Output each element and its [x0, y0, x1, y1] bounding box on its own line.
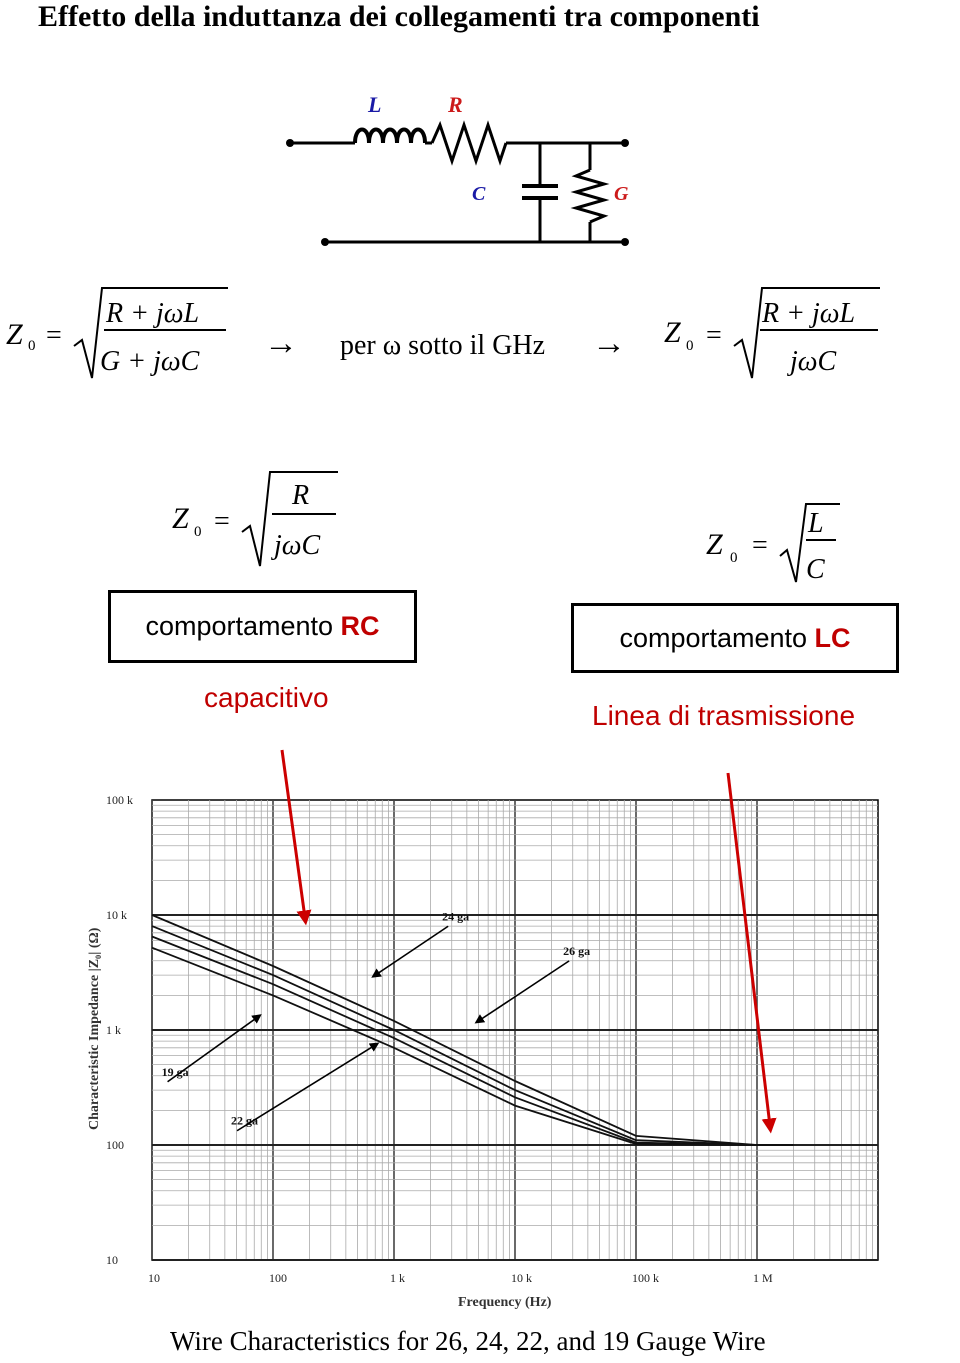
y-axis-label: Characteristic Impedance |Z₀| (Ω)	[87, 927, 102, 1130]
series-annotation: 24 ga	[442, 909, 470, 924]
svg-text:=: =	[752, 530, 768, 561]
box-rc-prefix: comportamento	[145, 611, 334, 641]
svg-text:=: =	[46, 320, 62, 351]
y-tick-label: 1 k	[106, 1023, 121, 1037]
x-axis-label: Frequency (Hz)	[458, 1295, 552, 1310]
x-tick-label: 10 k	[511, 1271, 532, 1285]
label-capacitivo: capacitivo	[204, 682, 329, 713]
y-tick-label: 10	[106, 1253, 118, 1267]
svg-text:L: L	[808, 508, 824, 539]
box-lc-emph: LC	[814, 622, 851, 653]
x-tick-label: 10	[148, 1271, 160, 1285]
x-tick-label: 100	[269, 1271, 287, 1285]
annotation-arrow	[237, 1045, 375, 1131]
box-rc-emph: RC	[340, 611, 380, 641]
y-tick-label: 10 k	[106, 908, 127, 922]
page-title: Effetto della induttanza dei collegamenti tra componenti	[38, 0, 760, 33]
series-annotation: 19 ga	[161, 1064, 189, 1079]
svg-text:R + jωL: R + jωL	[106, 298, 200, 329]
svg-text:jωC: jωC	[274, 530, 321, 561]
annotation-arrow	[375, 926, 448, 975]
arrow-right-icon: →	[592, 325, 626, 362]
svg-text:0: 0	[686, 338, 694, 354]
svg-text:Z: Z	[6, 318, 23, 351]
label-r: R	[448, 92, 463, 117]
chart-grid	[152, 800, 878, 1260]
svg-text:Z: Z	[664, 316, 681, 349]
svg-text:=: =	[214, 506, 230, 537]
arrow-right-icon: →	[264, 325, 298, 362]
y-tick-label: 100	[106, 1138, 124, 1152]
x-tick-label: 100 k	[632, 1271, 659, 1285]
svg-text:R: R	[292, 480, 310, 511]
chart-series	[152, 909, 793, 1145]
svg-text:=: =	[706, 320, 722, 351]
svg-text:0: 0	[194, 524, 202, 540]
series-annotation: 22 ga	[231, 1113, 259, 1128]
label-g: G	[614, 183, 629, 205]
condition-text: per ω sotto il GHz	[340, 330, 546, 361]
red-arrow-rc	[282, 750, 305, 918]
label-l: L	[368, 92, 382, 117]
svg-text:jωC: jωC	[790, 346, 837, 377]
label-trasmissione: Linea di trasmissione	[592, 700, 856, 731]
svg-text:Z: Z	[172, 502, 189, 535]
svg-text:Z: Z	[706, 528, 723, 561]
x-tick-label: 1 M	[753, 1271, 773, 1285]
chart-caption: Wire Characteristics for 26, 24, 22, and 19 Gauge Wire	[170, 1326, 766, 1356]
series-annotation: 26 ga	[563, 943, 591, 958]
chart-ticks	[106, 793, 773, 1285]
svg-text:0: 0	[28, 338, 36, 354]
svg-text:G + jωC: G + jωC	[100, 346, 200, 377]
box-lc-prefix: comportamento	[619, 622, 808, 653]
annotation-arrow	[479, 961, 570, 1021]
annotation-arrow	[168, 1017, 258, 1082]
svg-text:0: 0	[730, 550, 738, 566]
svg-text:C: C	[806, 554, 825, 585]
y-tick-label: 100 k	[106, 793, 133, 807]
x-tick-label: 1 k	[390, 1271, 405, 1285]
label-c: C	[472, 183, 486, 205]
svg-text:R + jωL: R + jωL	[762, 298, 856, 329]
